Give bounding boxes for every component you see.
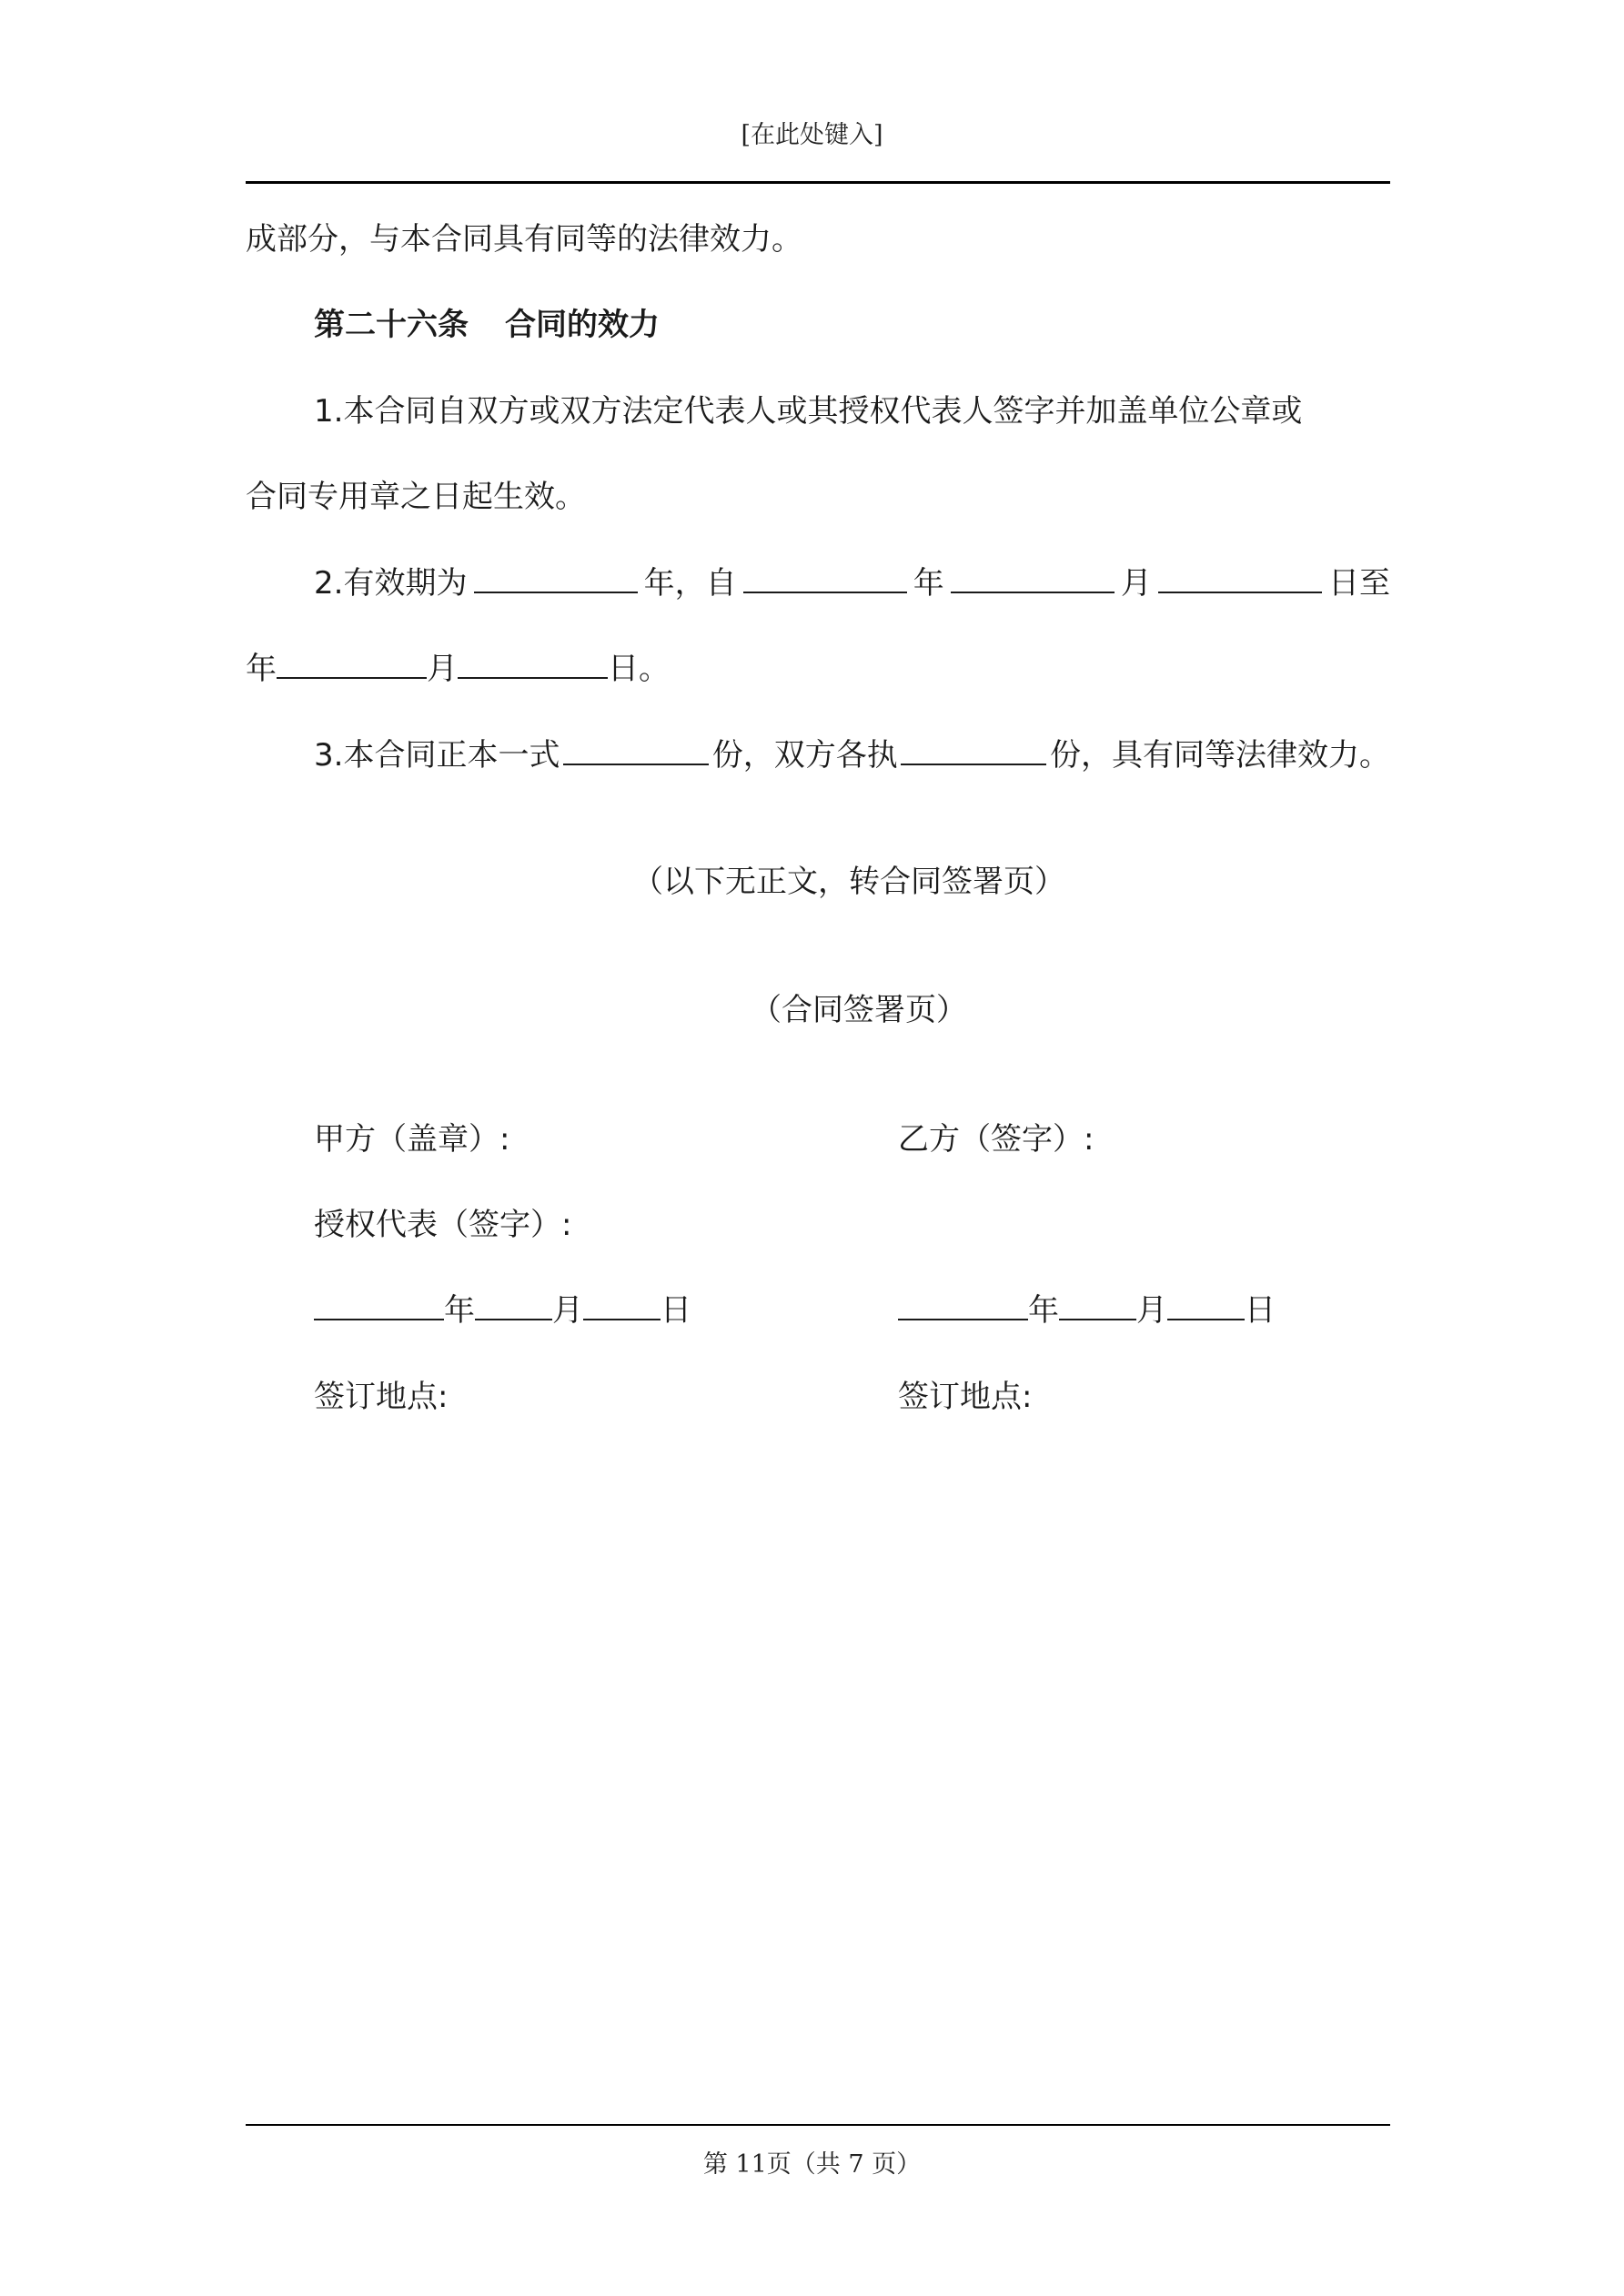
- authorized-rep-label: 授权代表（签字）:: [314, 1207, 572, 1243]
- signature-page-title: （合同签署页）: [751, 992, 967, 1028]
- clause-2-line-2: [246, 649, 670, 689]
- party-b-place-label: 签订地点:: [898, 1379, 1033, 1415]
- party-b-year-label: 年: [1028, 1292, 1059, 1329]
- clause-1-line-2: 合同专用章之日起生效。: [246, 479, 586, 515]
- party-a-seal-label: 甲方（盖章）:: [314, 1121, 510, 1158]
- clause-2-day-to: 日至: [1327, 565, 1390, 602]
- no-text-note: （以下无正文，转合同签署页）: [632, 864, 1065, 900]
- party-b-month-blank[interactable]: [1059, 1291, 1136, 1320]
- start-month-blank[interactable]: [951, 564, 1115, 593]
- party-b-day-label: 日: [1245, 1292, 1276, 1329]
- party-b-year-blank[interactable]: [898, 1291, 1028, 1320]
- page-number: 第 11页（共 7 页）: [702, 2150, 922, 2179]
- party-a-place-label: 签订地点:: [314, 1379, 449, 1415]
- clause-3-suffix: 份，具有同等法律效力。: [1049, 737, 1390, 774]
- clause-2-year-from: 年，自: [643, 565, 737, 602]
- original-copies-blank[interactable]: [563, 736, 709, 765]
- end-month-label: 月: [427, 651, 458, 687]
- clause-1-text: 1.本合同自双方或双方法定代表人或其授权代表人签字并加盖单位公章或: [314, 393, 1303, 430]
- clause-2-line-1: [314, 563, 1390, 603]
- start-year-blank[interactable]: [743, 564, 907, 593]
- clause-3-prefix: 3.本合同正本一式: [314, 737, 560, 774]
- party-a-year-blank[interactable]: [314, 1291, 444, 1320]
- party-b-date: [898, 1290, 1276, 1330]
- clause-3-copies: 份，双方各执: [711, 737, 898, 774]
- end-month-blank[interactable]: [277, 650, 427, 679]
- party-b-day-blank[interactable]: [1167, 1291, 1245, 1320]
- party-a-month-label: 月: [552, 1292, 583, 1329]
- end-day-blank[interactable]: [458, 650, 608, 679]
- page-header: [在此处键入]: [741, 121, 883, 149]
- party-a-day-blank[interactable]: [583, 1291, 661, 1320]
- each-party-copies-blank[interactable]: [901, 736, 1046, 765]
- article-title: 合同的效力: [505, 307, 660, 343]
- party-a-month-blank[interactable]: [475, 1291, 552, 1320]
- party-a-date: [314, 1290, 691, 1330]
- end-day-label: 日。: [608, 651, 670, 687]
- end-year-label: 年: [246, 651, 277, 687]
- party-b-month-label: 月: [1136, 1292, 1167, 1329]
- clause-3-line: [314, 735, 1390, 775]
- body-line-continuation: 成部分，与本合同具有同等的法律效力。: [246, 221, 802, 258]
- party-a-day-label: 日: [661, 1292, 691, 1329]
- start-day-blank[interactable]: [1158, 564, 1322, 593]
- clause-2-year: 年: [913, 565, 944, 602]
- article-heading: [314, 305, 660, 345]
- party-b-sign-label: 乙方（签字）:: [898, 1121, 1094, 1158]
- clause-1-line-1: [314, 391, 1390, 431]
- party-a-year-label: 年: [444, 1292, 475, 1329]
- header-rule: [246, 181, 1390, 184]
- clause-2-prefix: 2.有效期为: [314, 565, 468, 602]
- footer-rule: [246, 2124, 1390, 2126]
- term-blank[interactable]: [474, 564, 638, 593]
- clause-2-month: 月: [1120, 565, 1152, 602]
- article-number: 第二十六条: [314, 307, 469, 343]
